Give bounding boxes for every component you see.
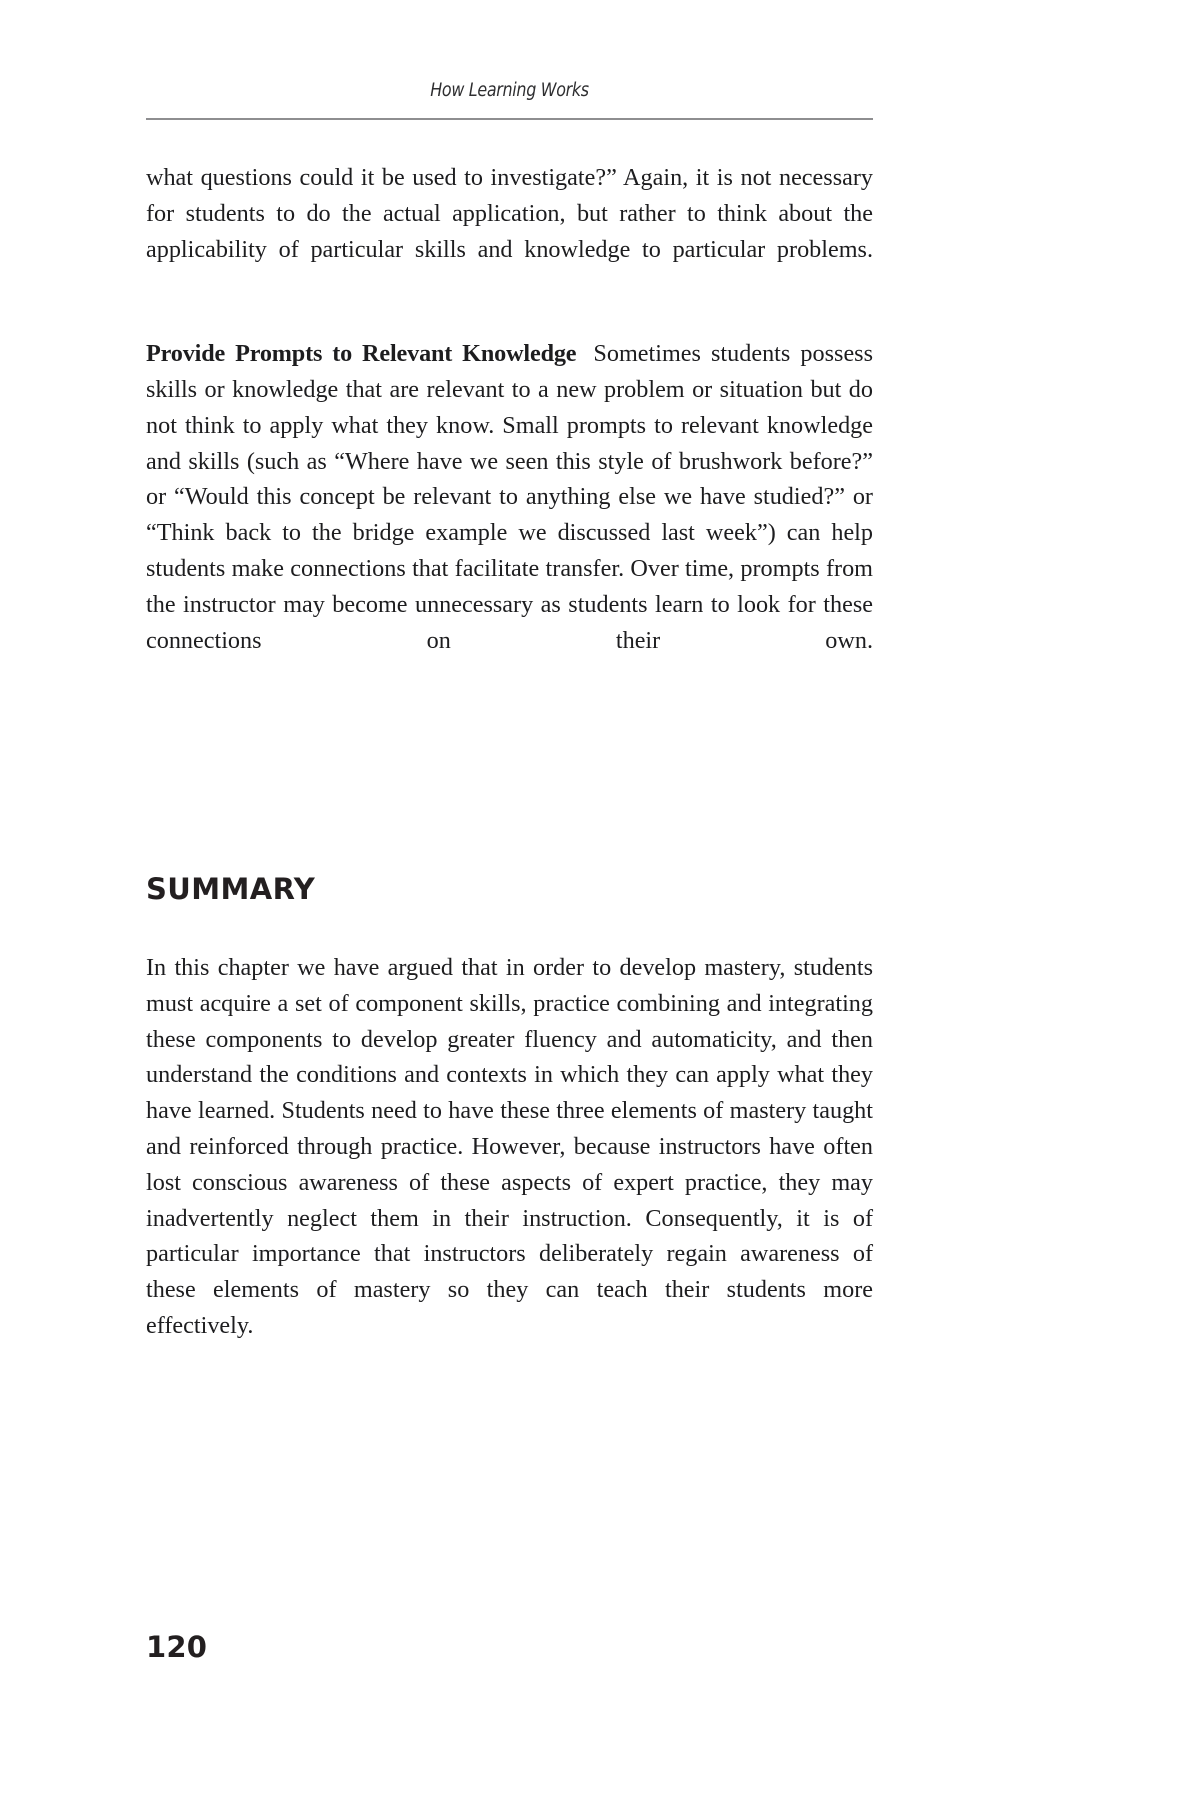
paragraph-provide-prompts	[146, 336, 873, 694]
section-heading-summary: SUMMARY	[146, 872, 316, 906]
paragraph-provide-prompts-text: Sometimes students possess skills or knowledge that are relevant to a new problem or situation but do not think to apply what they know. Small prompts to relevant knowledge and skills (such as “Where have we seen this style of brushwork before?” or “Would this concept be relevant to anything else we have studied?” or “Think back to the bridge example we discussed last week”) can help students make connections that facilitate transfer. Over time, prompts from the instructor may become unnecessary as students learn to look for these connections on their own.	[146, 340, 874, 654]
paragraph-summary: In this chapter we have argued that in order to develop mastery, students must acquire a set of component skills, practice combining and integrating these components to develop greater fluency and automaticity, and then understand the conditions and contexts in which they can apply what they have learned. Students need to have these three elements of mastery taught and reinforced through practice. However, because instructors have often lost conscious awareness of these aspects of expert practice, they may inadvertently neglect them in their instruction. Consequently, it is of particular importance that instructors deliberately regain awareness of these elements of mastery so they can teach their students more effectively.	[146, 954, 873, 1339]
paragraph-spacer	[146, 303, 873, 336]
run-in-heading-provide-prompts: Provide Prompts to Relevant Knowledge	[146, 340, 577, 368]
page-number: 120	[146, 1630, 208, 1664]
text-column-summary	[146, 950, 873, 1380]
header-divider-rule	[146, 118, 873, 120]
running-head: How Learning Works	[430, 80, 589, 101]
text-column-upper	[146, 160, 873, 694]
paragraph-continuation: what questions could it be used to investigate?” Again, it is not necessary for students to do the actual application, but rather to think about the applicability of particular skills and knowledge to particular problems.	[146, 164, 873, 263]
